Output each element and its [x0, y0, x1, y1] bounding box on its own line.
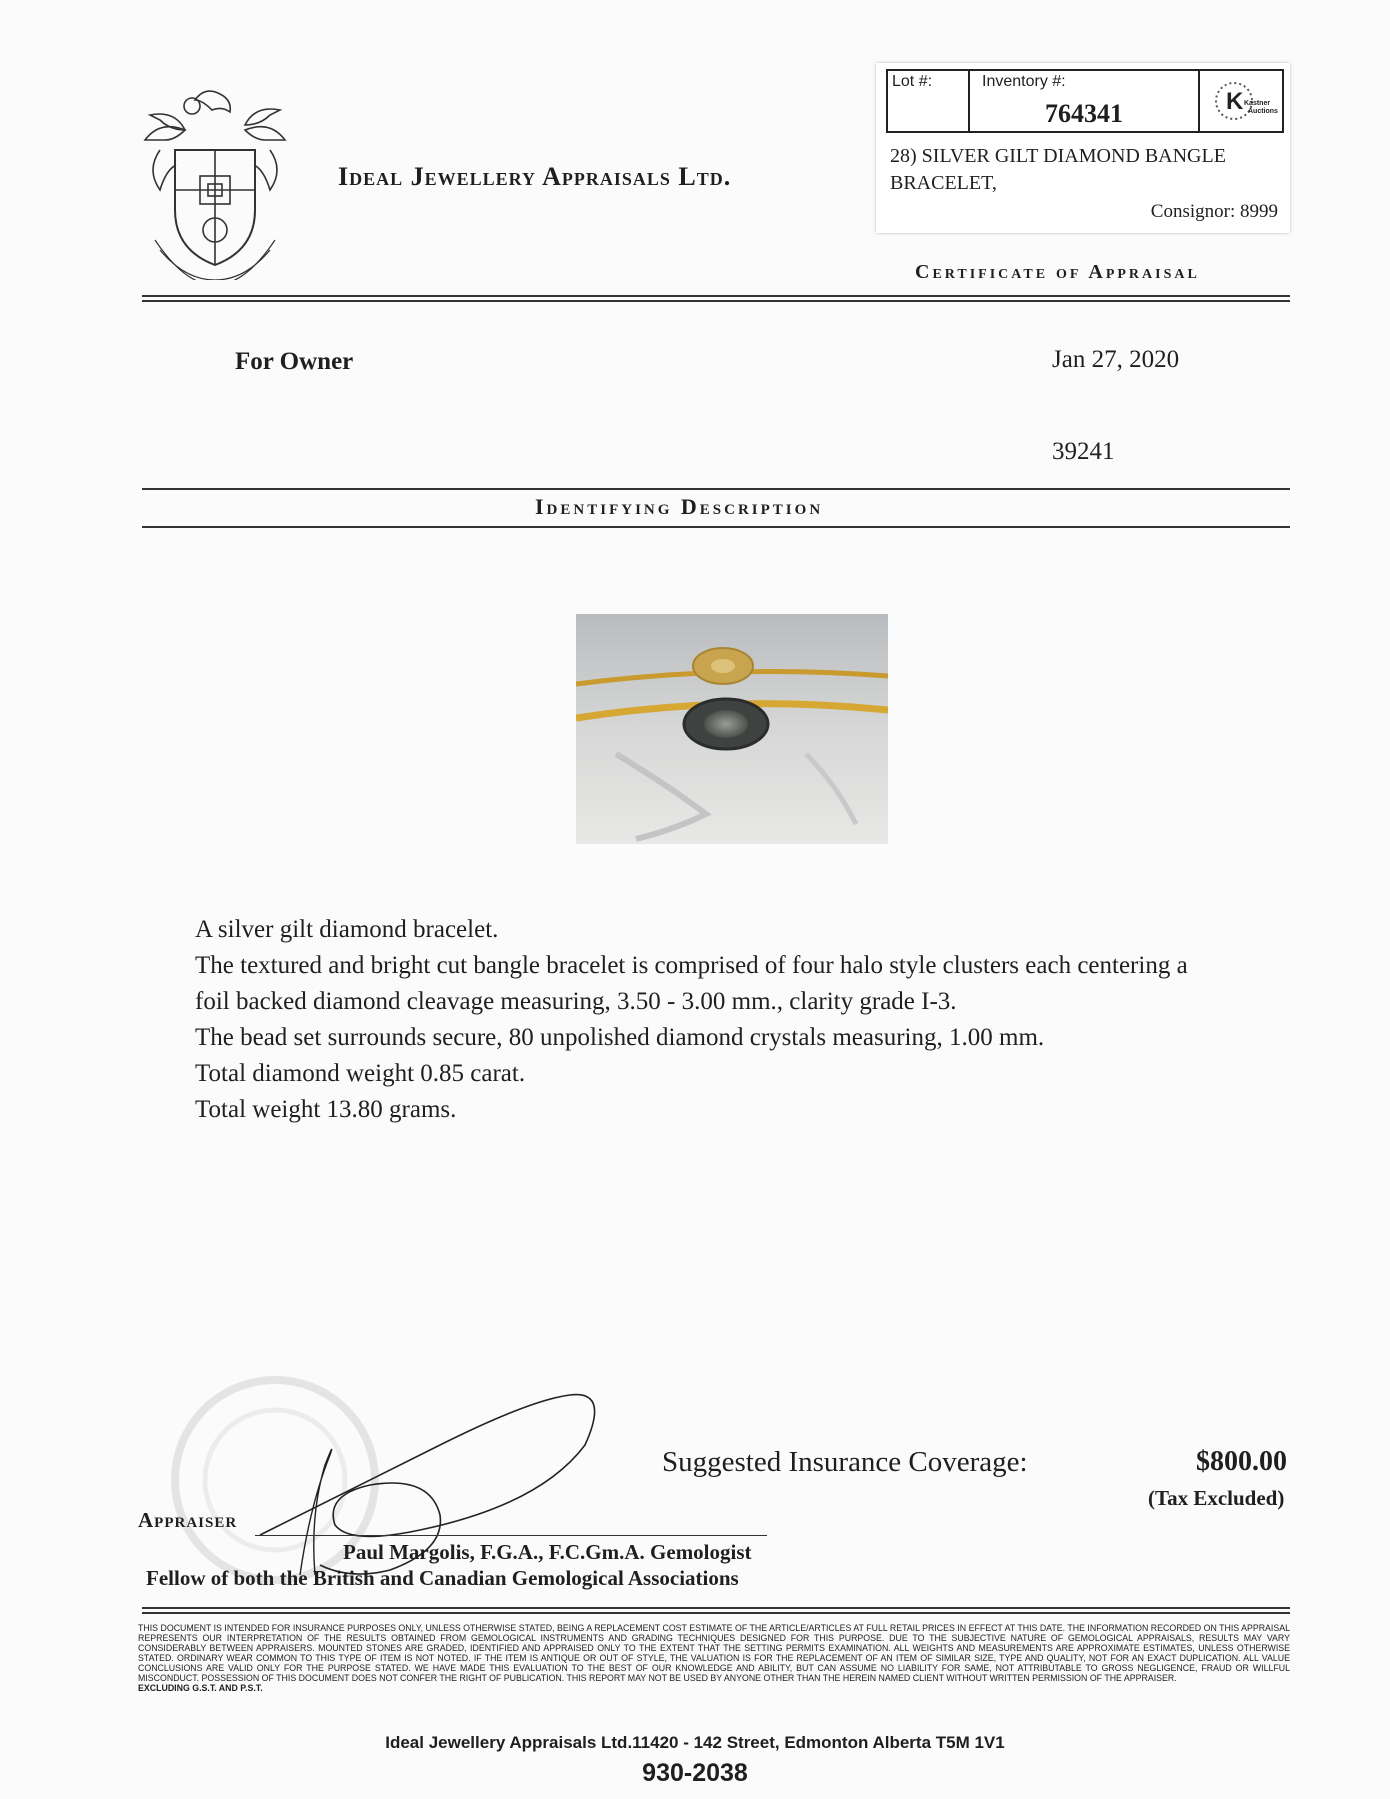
insurance-coverage-label: Suggested Insurance Coverage: — [662, 1446, 1028, 1478]
auction-logo-text-1: Kastner — [1244, 100, 1271, 107]
lot-number-label: Lot #: — [892, 73, 933, 90]
auction-logo-mark — [1200, 71, 1284, 131]
description-line-3: foil backed diamond cleavage measuring, 3.50 - 3.00 mm., clarity grade I-3. — [195, 988, 957, 1015]
section-divider-bottom — [142, 526, 1290, 528]
appraiser-label: Appraiser — [138, 1508, 238, 1532]
coat-of-arms-logo — [140, 80, 290, 280]
description-line-2: The textured and bright cut bangle bracelet is comprised of four halo style clusters each centering a — [195, 952, 1188, 979]
appraiser-name: Paul Margolis, F.G.A., F.C.Gm.A. Gemologist — [343, 1540, 752, 1564]
description-line-5: Total diamond weight 0.85 carat. — [195, 1060, 526, 1087]
disclaimer-text — [138, 1623, 1290, 1693]
inventory-number: 764341 — [1045, 99, 1123, 128]
lot-item-line-1: 28) SILVER GILT DIAMOND BANGLE — [890, 145, 1226, 167]
description-line-4: The bead set surrounds secure, 80 unpolished diamond crystals measuring, 1.00 mm. — [195, 1024, 1045, 1051]
description-line-1: A silver gilt diamond bracelet. — [195, 916, 499, 943]
bracelet-photo — [576, 614, 888, 844]
inventory-label: Inventory #: — [982, 73, 1066, 90]
tax-note: (Tax Excluded) — [1148, 1486, 1285, 1510]
for-owner-label: For Owner — [235, 348, 354, 375]
disclaimer-tax-note: EXCLUDING G.S.T. AND P.S.T. — [138, 1683, 263, 1693]
company-name: Ideal Jewellery Appraisals Ltd. — [338, 162, 732, 191]
appraiser-fellowship: Fellow of both the British and Canadian Gemological Associations — [146, 1566, 739, 1590]
inventory-cell — [970, 71, 1200, 131]
description-line-6: Total weight 13.80 grams. — [195, 1096, 457, 1123]
kastner-auctions-logo — [1200, 71, 1284, 131]
lot-table — [886, 69, 1284, 133]
item-description — [195, 912, 1188, 1128]
identifying-description-heading: Identifying Description — [535, 494, 824, 519]
disclaimer-body: THIS DOCUMENT IS INTENDED FOR INSURANCE PURPOSES ONLY, UNLESS OTHERWISE STATED, BEING A REPLACEMENT COST ESTIMATE OF THE ARTICLE/ARTICLES AT FULL RETAIL PRICES IN EFFECT AT THIS DATE. THE INFORMATION RECORDED ON THIS APPRAISAL REPRESENTS OUR INTERPRETATION OF THE RESULTS OBTAINED FROM GEMOLOGICAL INSTRUMENTS AND GRADING TECHNIQUES DESIGNED FOR THIS PURPOSE. DUE TO THE SUBJECTIVE NATURE OF GEMOLOGICAL APPRAISALS, RESULTS MAY VARY CONSIDERABLY BETWEEN APPRAISERS. MOUNTED STONES ARE GRADED, IDENTIFIED AND APPRAISED ONLY TO THE EXTENT THAT THE SETTING PERMITS EXAMINATION. ALL WEIGHTS AND MEASUREMENTS ARE APPROXIMATE ESTIMATES, UNLESS OTHERWISE STATED. ORDINARY WEAR COMMON TO THIS TYPE OF ITEM IS NOT NOTED. IF THE ITEM IS ANTIQUE OR OUT OF STYLE, THE VALUATION IS FOR THE REPLACEMENT OF AN ITEM OF SIMILAR SIZE, TYPE AND QUALITY, NOT FOR AN EXACT DUPLICATION. ALL VALUE CONCLUSIONS ARE VALID ONLY FOR THE PURPOSE STATED. WE HAVE MADE THIS EVALUATION TO THE BEST OF OUR KNOWLEDGE AND ABILITY, BUT CAN ASSUME NO LIABILITY FOR SAME, NOT ATTRIBUTABLE TO GROSS NEGLIGENCE, FRAUD OR WILLFUL MISCONDUCT. POSSESSION OF THIS DOCUMENT DOES NOT CONFER THE RIGHT OF PUBLICATION. THIS REPORT MAY NOT BE USED BY ANYONE OTHER THAN THE HEREIN NAMED CLIENT WITHOUT WRITTEN PERMISSION OF THE APPRAISER. — [138, 1623, 1290, 1683]
consignor-number: Consignor: 8999 — [1150, 201, 1278, 222]
company-address: Ideal Jewellery Appraisals Ltd.11420 - 142 Street, Edmonton Alberta T5M 1V1 — [385, 1733, 1005, 1752]
company-phone: 930-2038 — [642, 1759, 748, 1787]
certificate-title: Certificate of Appraisal — [915, 261, 1200, 283]
lot-item-description — [890, 143, 1226, 197]
header-divider — [142, 295, 1290, 302]
footer-divider — [142, 1607, 1290, 1614]
signature-line — [255, 1535, 767, 1536]
appraisal-date: Jan 27, 2020 — [1052, 346, 1180, 373]
svg-text:K: K — [1226, 88, 1244, 115]
certificate-number: 39241 — [1052, 438, 1115, 465]
section-divider-top — [142, 488, 1290, 490]
lot-number-cell — [888, 71, 970, 131]
lot-item-line-2: BRACELET, — [890, 172, 997, 194]
auction-logo-text-2: Auctions — [1248, 108, 1278, 115]
insurance-coverage-value: $800.00 — [1196, 1446, 1287, 1477]
auction-lot-label — [876, 63, 1290, 233]
